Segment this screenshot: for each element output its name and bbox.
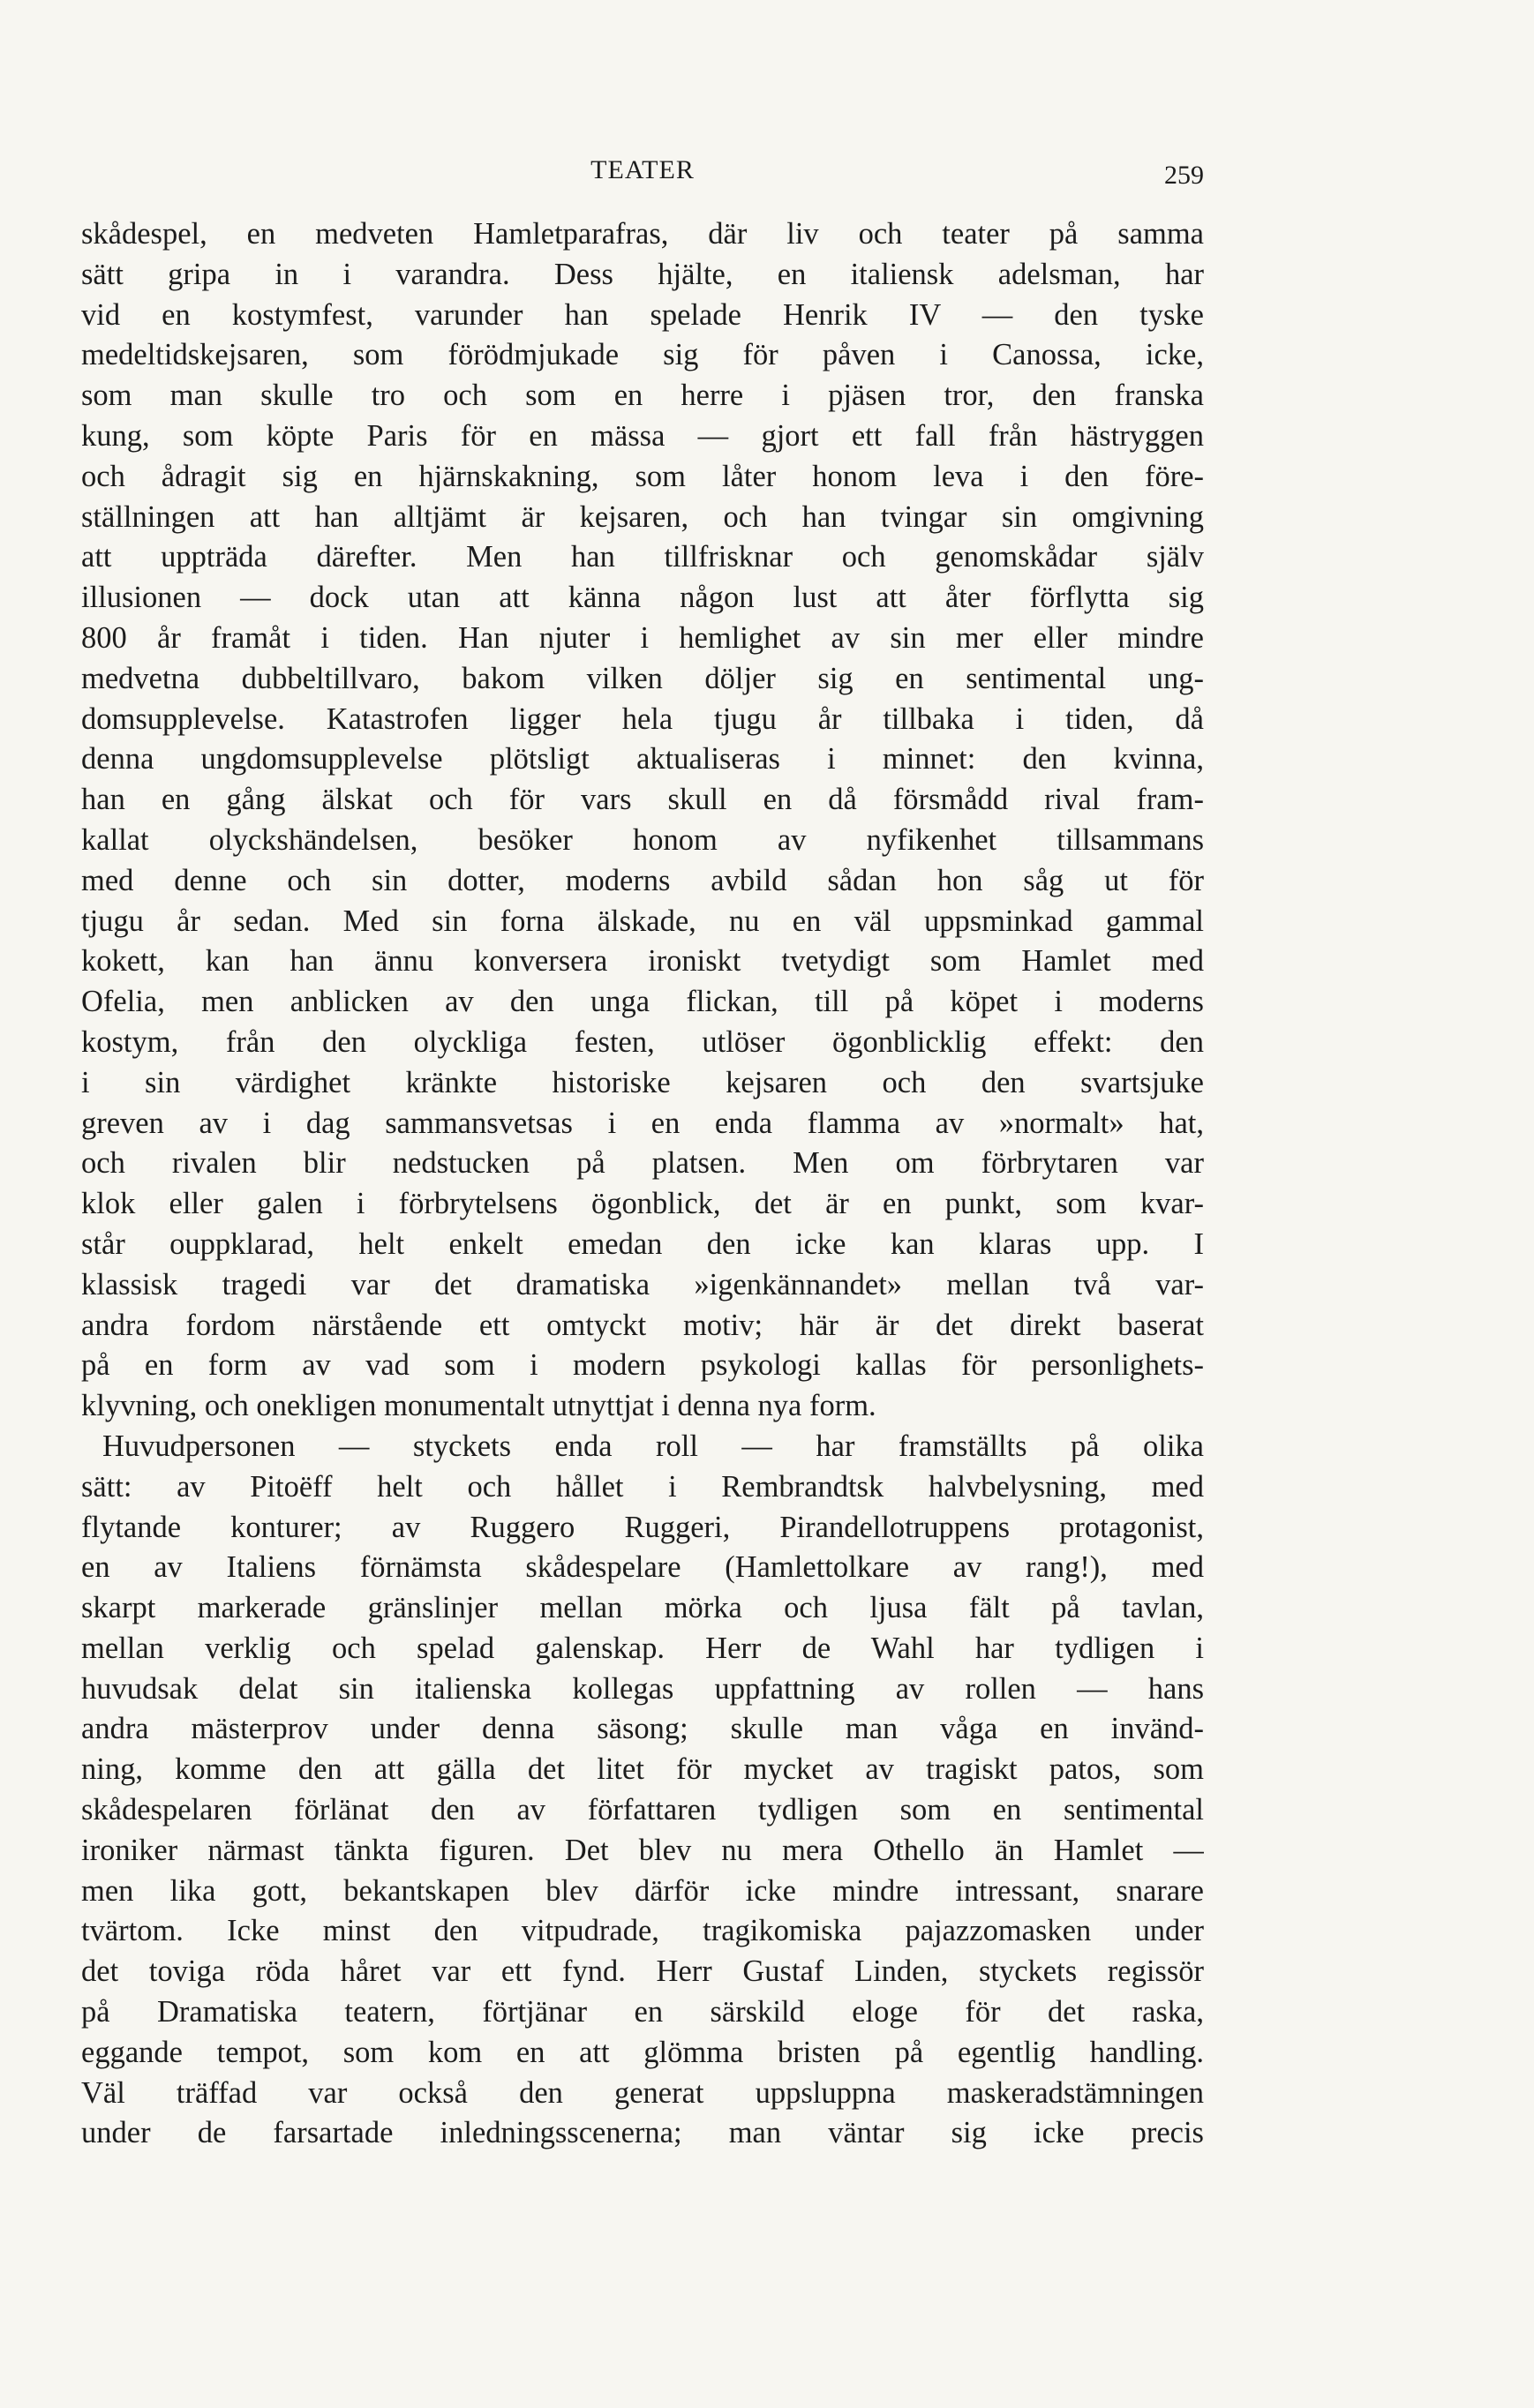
text-line: eggande tempot, som kom en att glömma bristen på egentlig handling. — [81, 2035, 1204, 2069]
text-line: mellan verklig och spelad galenskap. Herr de Wahl har tydligen i — [81, 1631, 1204, 1665]
text-line: tjugu år sedan. Med sin forna älskade, nu en väl uppsminkad gammal — [81, 904, 1204, 938]
text-line: men lika gott, bekantskapen blev därför icke mindre intressant, snarare — [81, 1873, 1204, 1908]
text-line: ställningen att han alltjämt är kejsaren, och han tvingar sin omgivning — [81, 499, 1204, 534]
text-line: kung, som köpte Paris för en mässa — gjort ett fall från hästryggen — [81, 418, 1204, 453]
text-line: skarpt markerade gränslinjer mellan mörka och ljusa fält på tavlan, — [81, 1591, 1204, 1625]
text-line: skådespel, en medveten Hamletparafras, där liv och teater på samma — [81, 217, 1204, 251]
text-line: i sin värdighet kränkte historiske kejsaren och den svartsjuke — [81, 1065, 1204, 1099]
text-line: denna ungdomsupplevelse plötsligt aktualiseras i minnet: den kvinna, — [81, 742, 1204, 776]
text-line: på en form av vad som i modern psykologi kallas för personlighets- — [81, 1348, 1204, 1383]
text-line: klyvning, och onekligen monumentalt utnyttjat i denna nya form. — [81, 1389, 876, 1423]
text-line: andra mästerprov under denna säsong; skulle man våga en invänd- — [81, 1712, 1204, 1746]
text-line: andra fordom närstående ett omtyckt motiv; här är det direkt baserat — [81, 1308, 1204, 1342]
text-line: greven av i dag sammansvetsas i en enda flamma av »normalt» hat, — [81, 1106, 1204, 1140]
text-line: illusionen — dock utan att känna någon lust att åter förflytta sig — [81, 581, 1204, 615]
text-line: och rivalen blir nedstucken på platsen. Men om förbrytaren var — [81, 1146, 1204, 1181]
text-line: sätt gripa in i varandra. Dess hjälte, en italiensk adelsman, har — [81, 257, 1204, 291]
text-line: han en gång älskat och för vars skull en då försmådd rival fram- — [81, 783, 1204, 817]
text-line: att uppträda därefter. Men han tillfrisknar och genomskådar själv — [81, 540, 1204, 574]
running-title: TEATER — [590, 155, 695, 184]
text-line: står ouppklarad, helt enkelt emedan den icke kan klaras upp. I — [81, 1227, 1204, 1261]
text-line: sätt: av Pitoëff helt och hållet i Rembrandtsk halvbelysning, med — [81, 1469, 1204, 1504]
text-line: med denne och sin dotter, moderns avbild sådan hon såg ut för — [81, 863, 1204, 897]
page-header — [81, 155, 1204, 191]
text-line: skådespelaren förlänat den av författaren tydligen som en sentimental — [81, 1793, 1204, 1827]
text-line: Väl träffad var också den generat uppsluppna maskeradstämningen — [81, 2075, 1204, 2110]
text-line: klassisk tragedi var det dramatiska »igenkännandet» mellan två var- — [81, 1267, 1204, 1302]
body-text — [81, 214, 1204, 2154]
text-line: huvudsak delat sin italienska kollegas uppfattning av rollen — hans — [81, 1671, 1204, 1706]
text-line: Huvudpersonen — styckets enda roll — har framställts på olika — [102, 1429, 1204, 1463]
text-line: medvetna dubbeltillvaro, bakom vilken döljer sig en sentimental ung- — [81, 661, 1204, 695]
text-line: tvärtom. Icke minst den vitpudrade, tragikomiska pajazzomasken under — [81, 1914, 1204, 1948]
text-line: Ofelia, men anblicken av den unga flickan, till på köpet i moderns — [81, 985, 1204, 1019]
text-line: flytande konturer; av Ruggero Ruggeri, Pirandellotruppens protagonist, — [81, 1510, 1204, 1544]
text-line: en av Italiens förnämsta skådespelare (Hamlettolkare av rang!), med — [81, 1550, 1204, 1585]
page-number: 259 — [1164, 161, 1204, 190]
text-line: medeltidskejsaren, som förödmjukade sig för påven i Canossa, icke, — [81, 338, 1204, 372]
text-line: vid en kostymfest, varunder han spelade Henrik IV — den tyske — [81, 297, 1204, 332]
text-line: kallat olyckshändelsen, besöker honom av nyfikenhet tillsammans — [81, 822, 1204, 857]
text-line: under de farsartade inledningsscenerna; man väntar sig icke precis — [81, 2116, 1204, 2150]
text-line: det toviga röda håret var ett fynd. Herr Gustaf Linden, styckets regissör — [81, 1954, 1204, 1989]
text-line: kostym, från den olyckliga festen, utlöser ögonblicklig effekt: den — [81, 1024, 1204, 1059]
text-line: domsupplevelse. Katastrofen ligger hela tjugu år tillbaka i tiden, då — [81, 701, 1204, 736]
text-line: 800 år framåt i tiden. Han njuter i hemlighet av sin mer eller mindre — [81, 620, 1204, 655]
text-line: ironiker närmast tänkta figuren. Det blev nu mera Othello än Hamlet — — [81, 1833, 1204, 1867]
text-line: som man skulle tro och som en herre i pjäsen tror, den franska — [81, 379, 1204, 413]
text-line: kokett, kan han ännu konversera ironiskt tvetydigt som Hamlet med — [81, 944, 1204, 979]
text-line: på Dramatiska teatern, förtjänar en särskild eloge för det raska, — [81, 1995, 1204, 2029]
text-line: klok eller galen i förbrytelsens ögonblick, det är en punkt, som kvar- — [81, 1187, 1204, 1221]
text-line: och ådragit sig en hjärnskakning, som låter honom leva i den före- — [81, 459, 1204, 493]
text-line: ning, komme den att gälla det litet för mycket av tragiskt patos, som — [81, 1752, 1204, 1787]
